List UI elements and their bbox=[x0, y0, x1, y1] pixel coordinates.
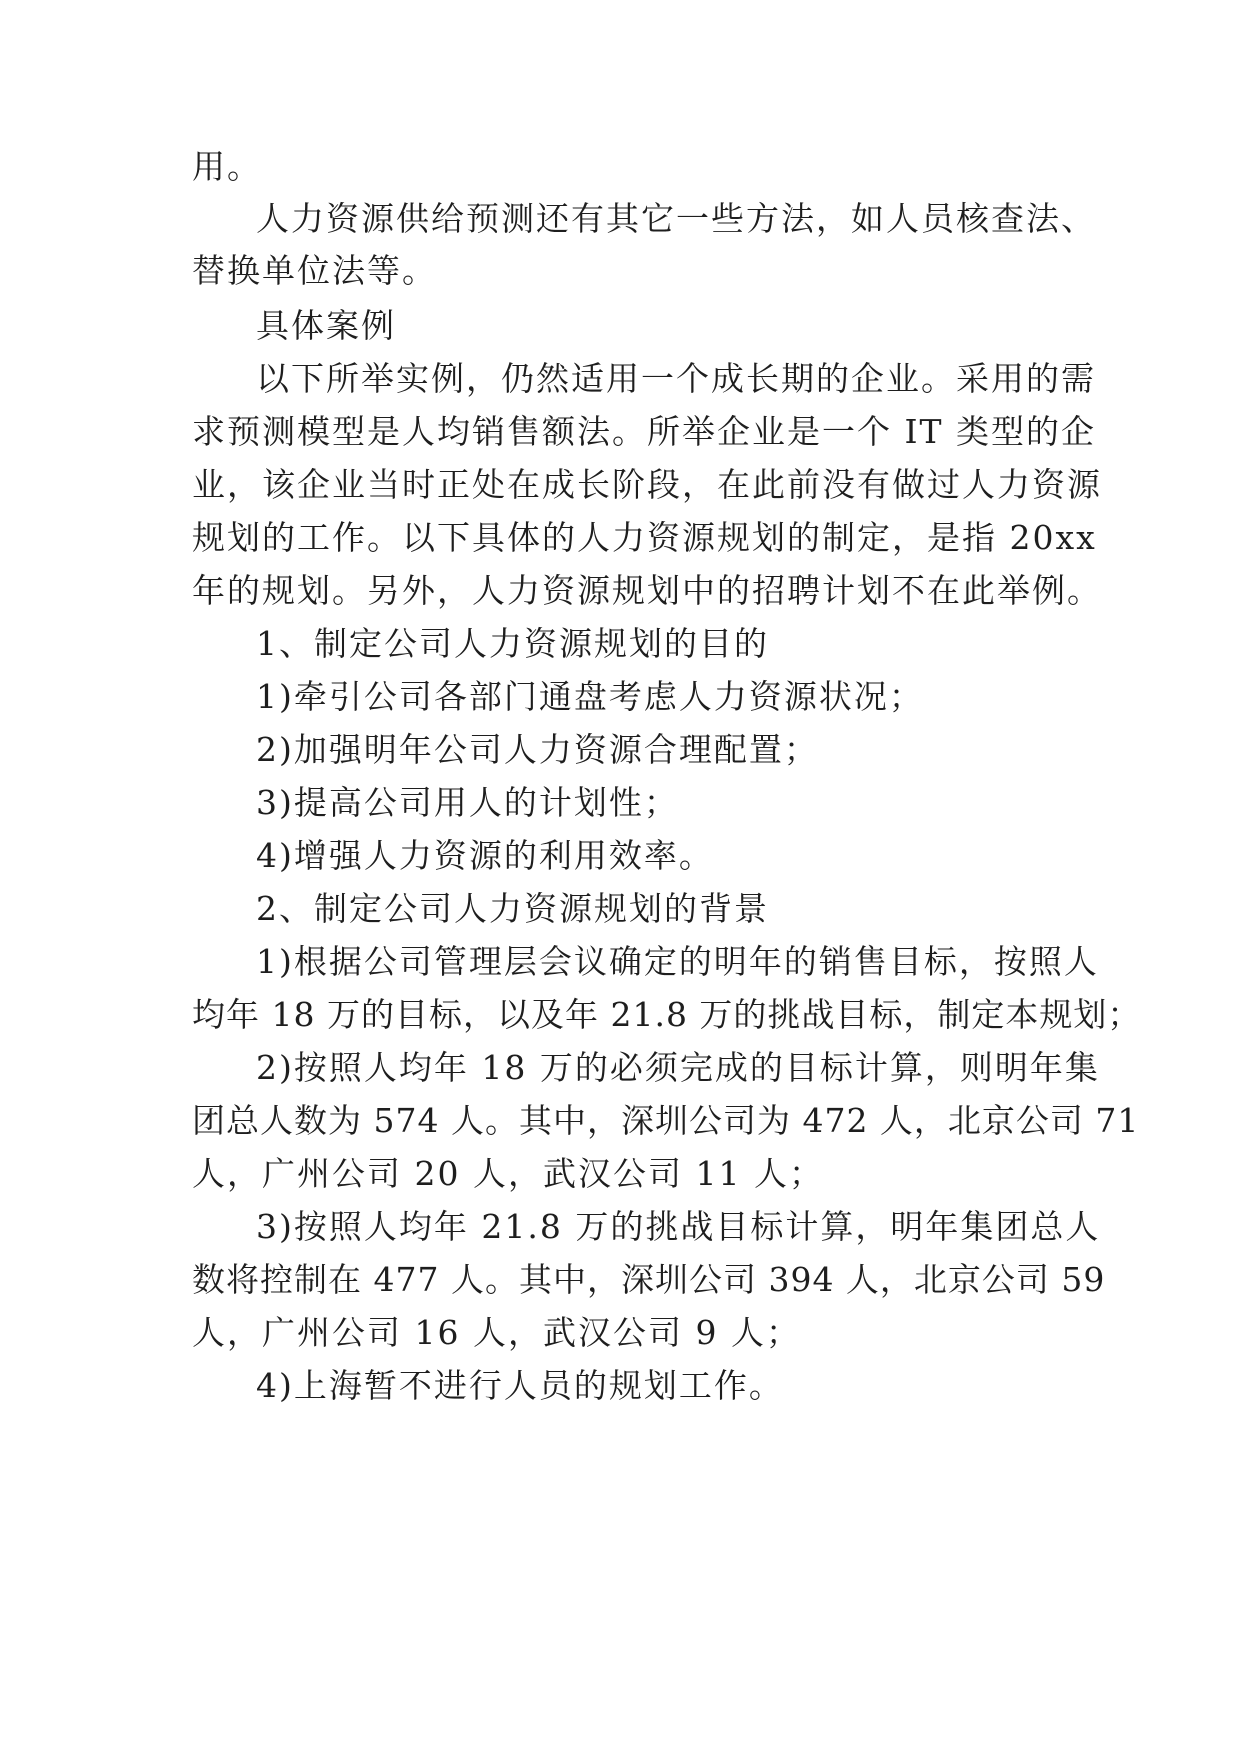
text-line: 业，该企业当时正处在成长阶段，在此前没有做过人力资源 bbox=[192, 465, 1102, 504]
text-line: 替换单位法等。 bbox=[192, 251, 437, 290]
section-heading: 2、制定公司人力资源规划的背景 bbox=[256, 889, 769, 928]
section-heading: 1、制定公司人力资源规划的目的 bbox=[256, 624, 769, 663]
list-item: 3)提高公司用人的计划性； bbox=[256, 783, 679, 822]
list-item: 1)牵引公司各部门通盘考虑人力资源状况； bbox=[256, 677, 924, 716]
text-line: 团总人数为 574 人。其中，深圳公司为 472 人，北京公司 71 bbox=[192, 1101, 1140, 1140]
paragraph-line: 以下所举实例，仍然适用一个成长期的企业。采用的需 bbox=[256, 359, 1096, 398]
paragraph-line: 人力资源供给预测还有其它一些方法，如人员核查法、 bbox=[256, 199, 1096, 238]
text-line: 用。 bbox=[192, 147, 262, 186]
list-item: 3)按照人均年 21.8 万的挑战目标计算，明年集团总人 bbox=[256, 1207, 1101, 1246]
text-line: 规划的工作。以下具体的人力资源规划的制定，是指 20xx bbox=[192, 518, 1097, 557]
list-item: 2)按照人均年 18 万的必须完成的目标计算，则明年集 bbox=[256, 1048, 1100, 1087]
text-line: 人，广州公司 16 人，武汉公司 9 人； bbox=[192, 1313, 801, 1352]
text-line: 求预测模型是人均销售额法。所举企业是一个 IT 类型的企 bbox=[192, 412, 1097, 451]
list-item: 4)上海暂不进行人员的规划工作。 bbox=[256, 1366, 784, 1405]
text-line: 数将控制在 477 人。其中，深圳公司 394 人，北京公司 59 bbox=[192, 1260, 1106, 1299]
list-item: 1)根据公司管理层会议确定的明年的销售目标，按照人 bbox=[256, 942, 1099, 981]
list-item: 4)增强人力资源的利用效率。 bbox=[256, 836, 714, 875]
text-line: 均年 18 万的目标，以及年 21.8 万的挑战目标，制定本规划； bbox=[192, 995, 1142, 1034]
list-item: 2)加强明年公司人力资源合理配置； bbox=[256, 730, 819, 769]
text-line: 年的规划。另外，人力资源规划中的招聘计划不在此举例。 bbox=[192, 571, 1102, 610]
section-heading: 具体案例 bbox=[256, 306, 396, 345]
text-line: 人，广州公司 20 人，武汉公司 11 人； bbox=[192, 1154, 824, 1193]
